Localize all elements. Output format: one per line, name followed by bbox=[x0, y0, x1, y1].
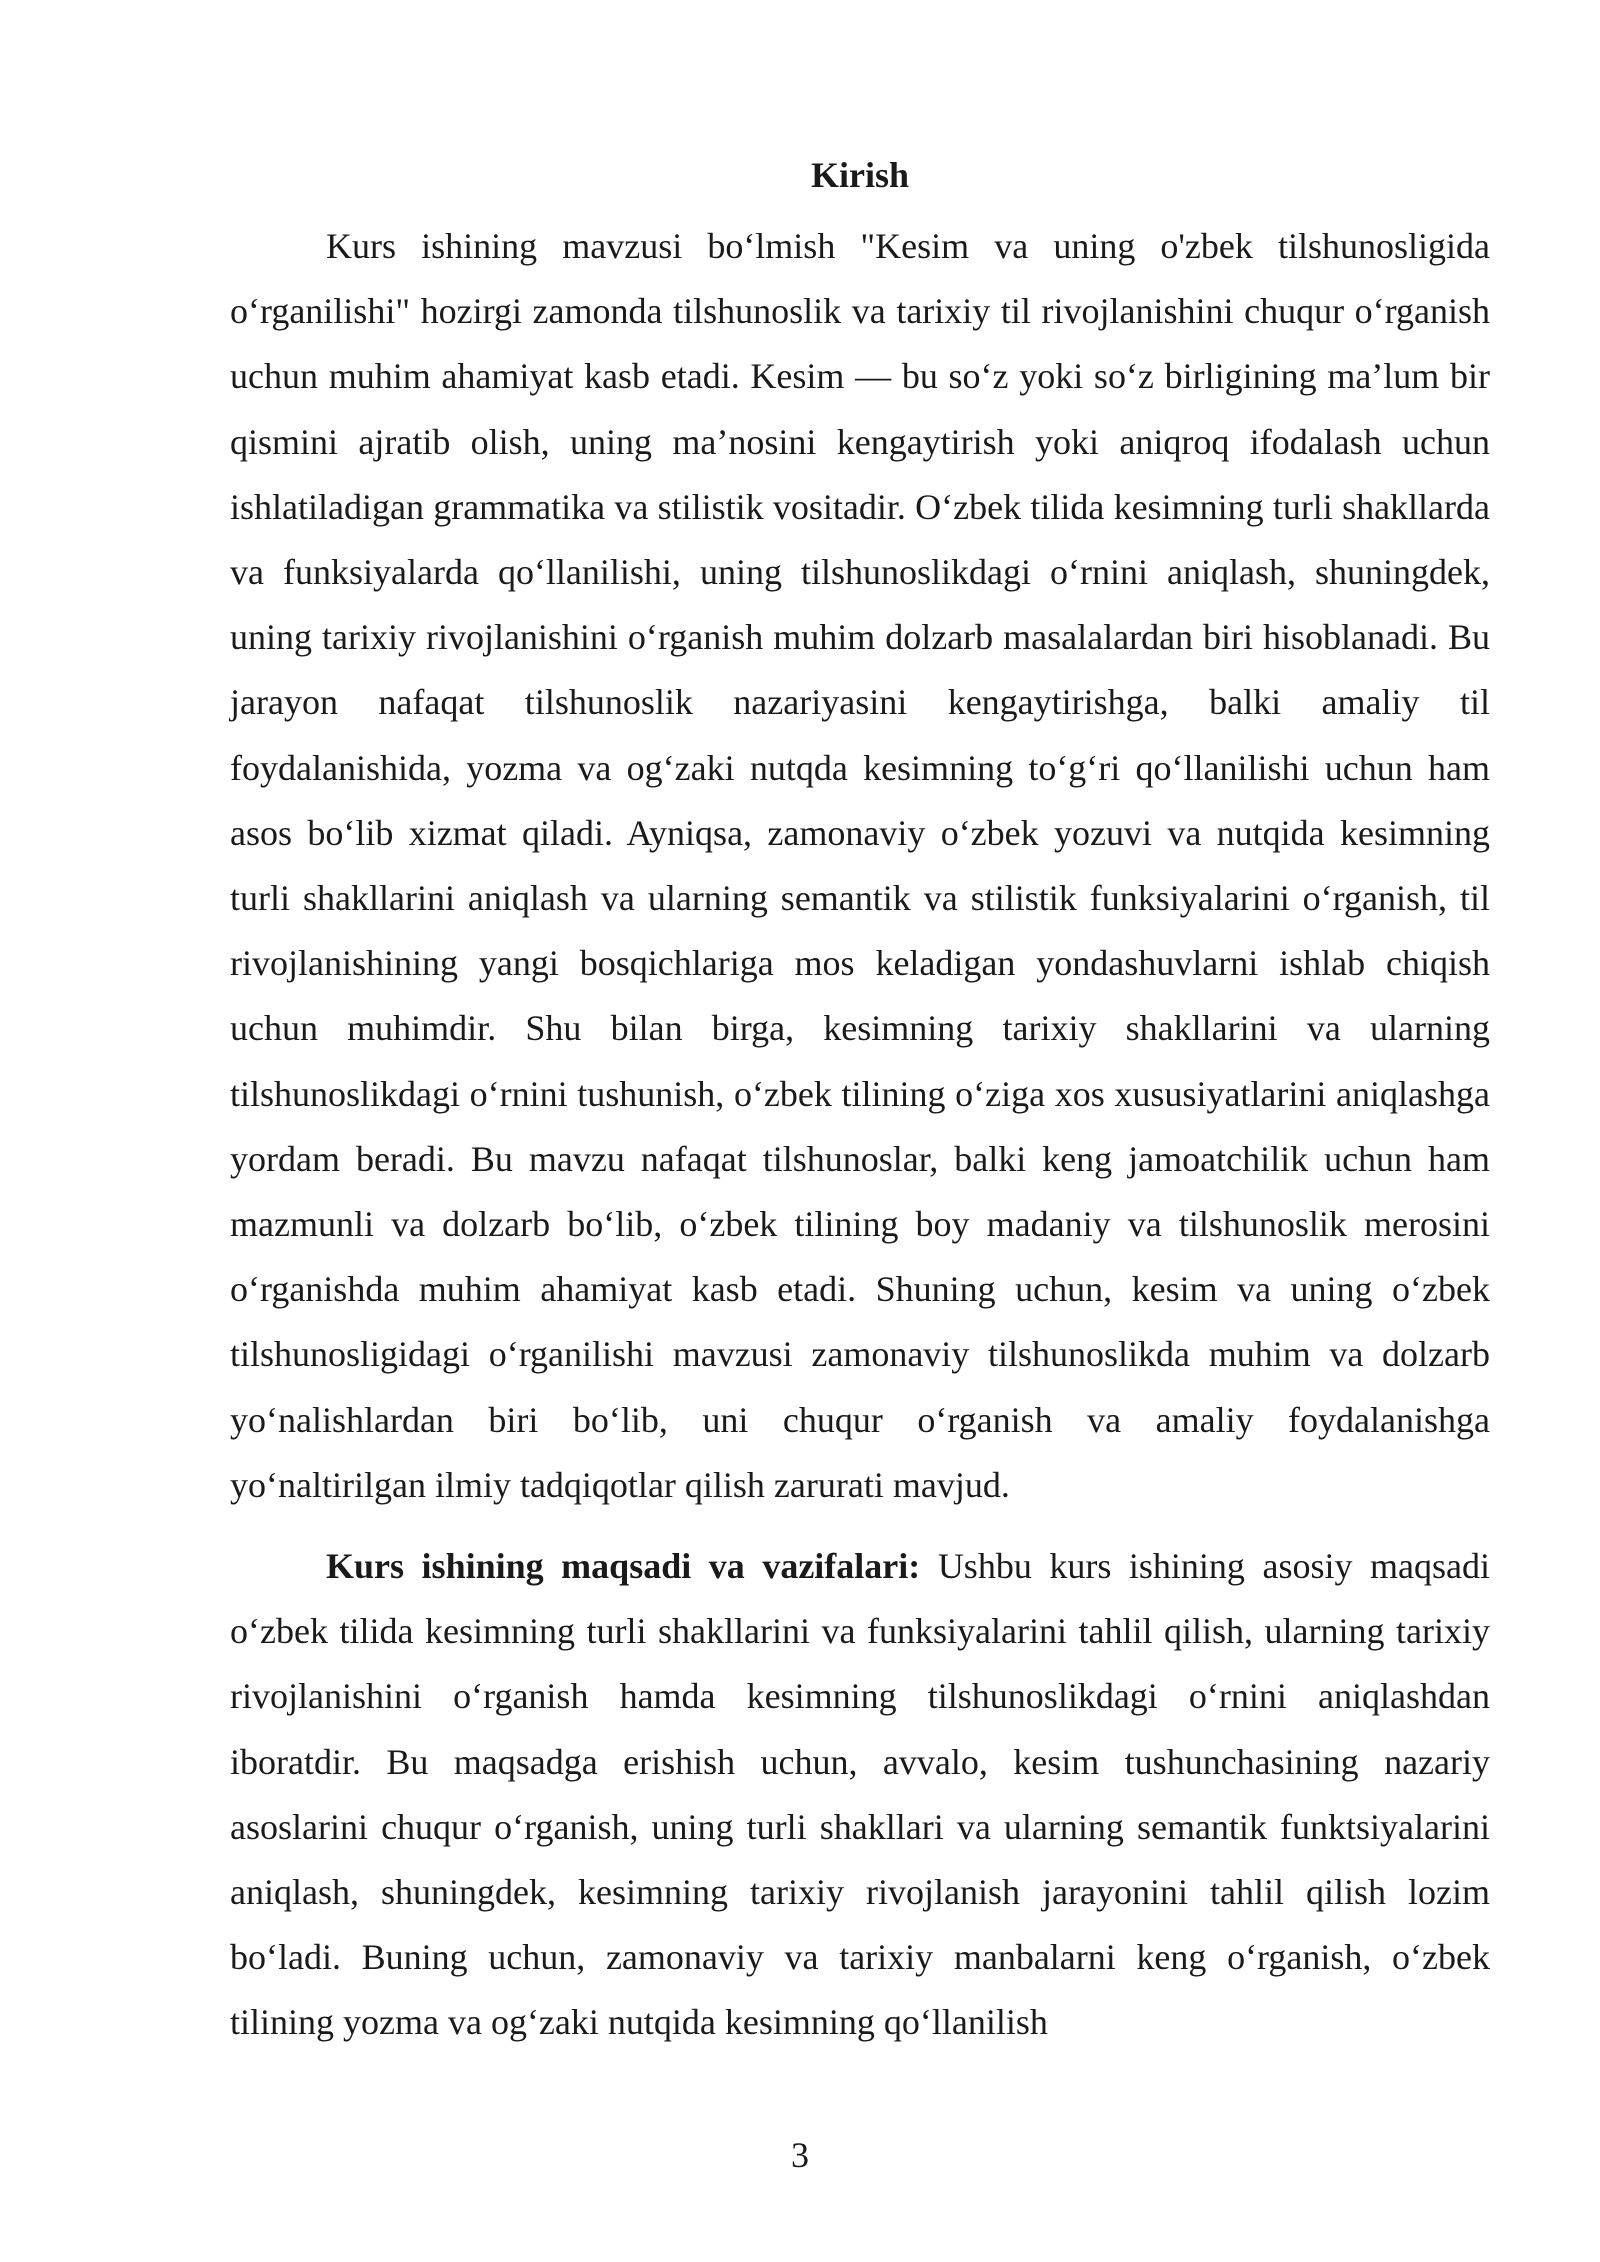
page-content bbox=[230, 150, 1490, 2056]
intro-paragraph bbox=[230, 214, 1490, 1518]
paragraph-text: Ushbu kurs ishining asosiy maqsadi o‘zbek tilida kesimning turli shakllarini va funksiyalarini tahlil qilish, ularning tarixiy rivojlanishini o‘rganish hamda kesimning tilshunoslikdagi o‘rnini aniqlashdan iboratdir. Bu maqsadga erishish uchun, avvalo, kesim tushunchasining nazariy asoslarini chuqur o‘rganish, uning turli shakllari va ularning semantik funktsiyalarini aniqlash, shuningdek, kesimning tarixiy rivojlanish jarayonini tahlil qilish lozim bo‘ladi. Buning uchun, zamonaviy va tarixiy manbalarni keng o‘rganish, o‘zbek tilining yozma va og‘zaki nutqida kesimning qo‘llanilish bbox=[230, 1546, 1490, 2043]
goals-paragraph bbox=[230, 1534, 1490, 2056]
paragraph-text: Kurs ishining mavzusi bo‘lmish "Kesim va uning o'zbek tilshunosligida o‘rganilishi" hozirgi zamonda tilshunoslik va tarixiy til rivojlanishini chuqur o‘rganish uchun muhim ahamiyat kasb etadi. Kesim — bu so‘z yoki so‘z birligining ma’lum bir qismini ajratib olish, uning ma’nosini kengaytirish yoki aniqroq ifodalash uchun ishlatiladigan grammatika va stilistik vositadir. O‘zbek tilida kesimning turli shakllarda va funksiyalarda qo‘llanilishi, uning tilshunoslikdagi o‘rnini aniqlash, shuningdek, uning tarixiy rivojlanishini o‘rganish muhim dolzarb masalalardan biri hisoblanadi. Bu jarayon nafaqat tilshunoslik nazariyasini kengaytirishga, balki amaliy til foydalanishida, yozma va og‘zaki nutqda kesimning to‘g‘ri qo‘llanilishi uchun ham asos bo‘lib xizmat qiladi. Ayniqsa, zamonaviy o‘zbek yozuvi va nutqida kesimning turli shakllarini aniqlash va ularning semantik va stilistik funksiyalarini o‘rganish, til rivojlanishining yangi bosqichlariga mos keladigan yondashuvlarni ishlab chiqish uchun muhimdir. Shu bilan birga, kesimning tarixiy shakllarini va ularning tilshunoslikdagi o‘rnini tushunish, o‘zbek tilining o‘ziga xos xususiyatlarini aniqlashga yordam beradi. Bu mavzu nafaqat tilshunoslar, balki keng jamoatchilik uchun ham mazmunli va dolzarb bo‘lib, o‘zbek tilining boy madaniy va tilshunoslik merosini o‘rganishda muhim ahamiyat kasb etadi. Shuning uchun, kesim va uning o‘zbek tilshunosligidagi o‘rganilishi mavzusi zamonaviy tilshunoslikda muhim va dolzarb yo‘nalishlardan biri bo‘lib, uni chuqur o‘rganish va amaliy foydalanishga yo‘naltirilgan ilmiy tadqiqotlar qilish zarurati mavjud. bbox=[230, 226, 1490, 1505]
paragraph-lead: Kurs ishining maqsadi va vazifalari: bbox=[326, 1546, 921, 1587]
section-heading: Kirish bbox=[810, 155, 909, 195]
page-number: 3 bbox=[791, 2135, 809, 2175]
